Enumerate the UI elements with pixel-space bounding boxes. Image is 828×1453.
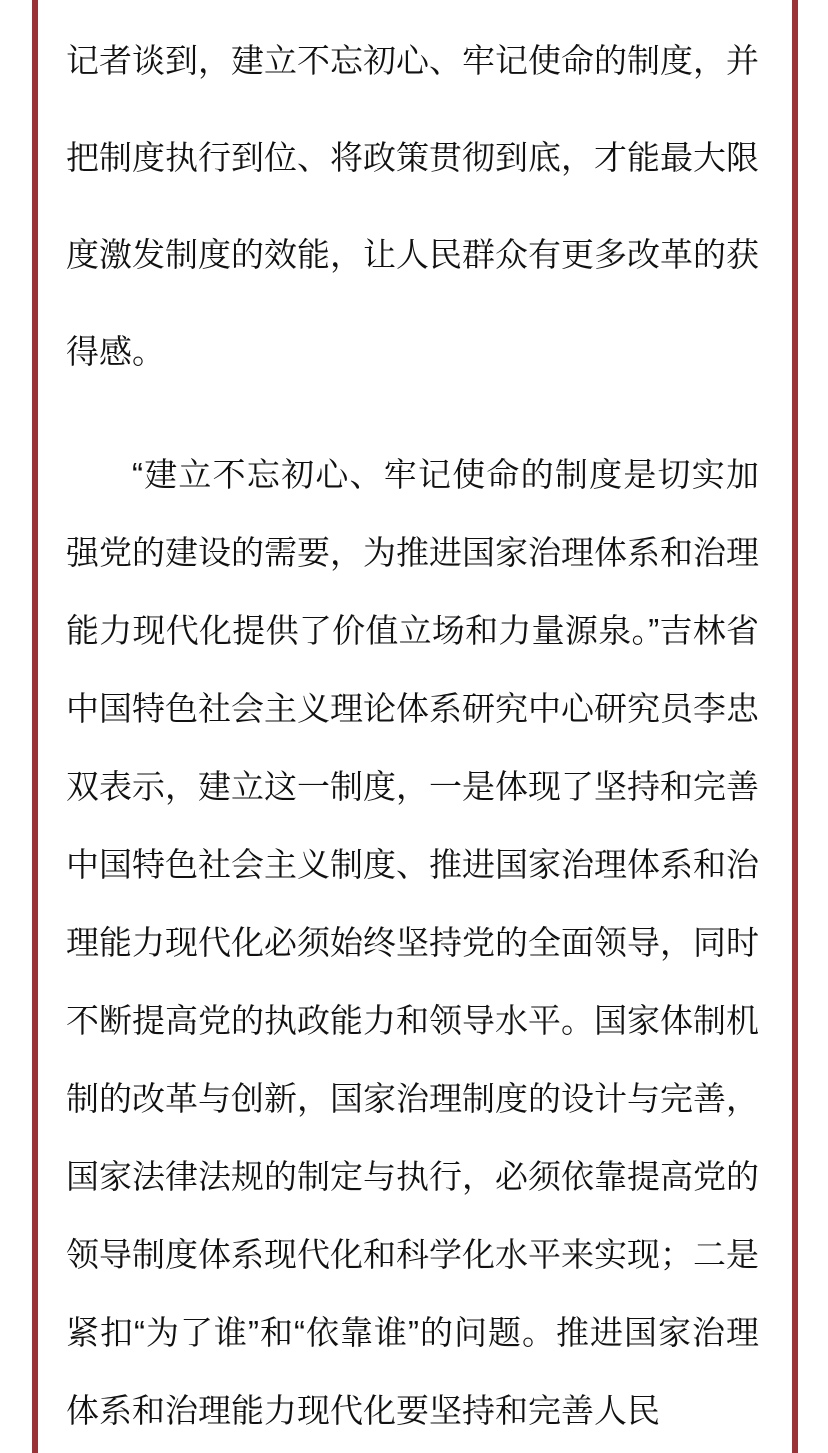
left-accent-bar (32, 0, 38, 1453)
article-paragraph-2: “建立不忘初心、牢记使命的制度是切实加强党的建设的需要，为推进国家治理体系和治理能力现代化提供了价值立场和力量源泉。”吉林省中国特色社会主义理论体系研究中心研究员李忠双表示，建立这一制度，一是体现了坚持和完善中国特色社会主义制度、推进国家治理体系和治理能力现代化必须始终坚持党的全面领导，同时不断提高党的执政能力和领导水平。国家体制机制的改革与创新，国家治理制度的设计与完善，国家法律法规的制定与执行，必须依靠提高党的领导制度体系现代化和科学化水平来实现；二是紧扣“为了谁”和“依靠谁”的问题。推进国家治理体系和治理能力现代化要坚持和完善人民 (66, 456, 759, 1429)
right-accent-bar (792, 0, 798, 1453)
article-body (66, 0, 759, 1450)
article-paragraph-1: 记者谈到，建立不忘初心、牢记使命的制度，并把制度执行到位、将政策贯彻到底，才能最大限度激发制度的效能，让人民群众有更多改革的获得感。 (66, 42, 759, 370)
